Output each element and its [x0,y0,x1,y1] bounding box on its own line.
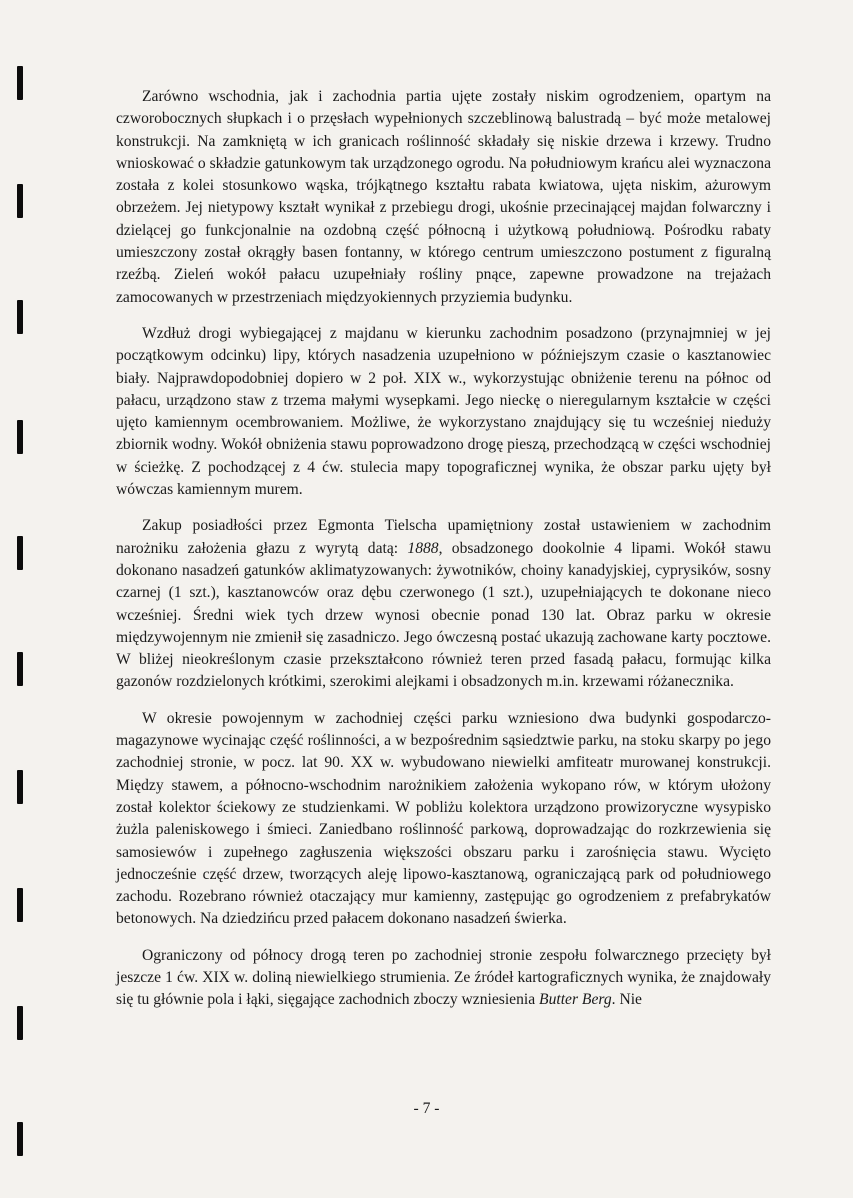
paragraph-text: Ograniczony od północy drogą teren po zachodniej stronie zespołu folwarcznego przecięty był jeszcze 1 ćw. XIX w. doliną niewielkiego strumienia. Ze źródeł kartograficznych wynika, że znajdowały się tu głównie pola i łąki, sięgające zachodnich zboczy wzniesienia [116,946,771,1009]
paragraph-text: Wzdłuż drogi wybiegającej z majdanu w kierunku zachodnim posadzono (przynajmniej w jej początkowym odcinku) lipy, których nasadzenia uzupełniono w późniejszym czasie o kasztanowiec biały. Najprawdopodobniej dopiero w 2 poł. XIX w., wykorzystując obniżenie terenu na północ od pałacu, urządzono staw z trzema małymi wysepkami. Jego nieckę o nieregularnym kształcie w części ujęto kamiennym ocembrowaniem. Możliwe, że wykorzystano znajdujący się tu wcześniej nieduży zbiornik wodny. Wokół obniżenia stawu poprowadzono drogę pieszą, przechodzącą w części wschodniej w ścieżkę. Z pochodzącej z 4 ćw. stulecia mapy topograficznej wynika, że obszar parku ujęty był wówczas kamiennym murem. [116,324,771,499]
paragraph-2 [116,323,771,501]
binding-mark [17,300,23,334]
binding-mark [17,888,23,922]
paragraph-text: Zarówno wschodnia, jak i zachodnia partia ujęte zostały niskim ogrodzeniem, opartym na czworobocznych słupkach i o przęsłach wypełnionych szczeblinową balustradą – być może metalowej konstrukcji. Na zamkniętą w ich granicach roślinność składały się niskie drzewa i krzewy. Trudno wnioskować o składzie gatunkowym tak urządzonego ogrodu. Na południowym krańcu alei wyznaczona została z kolei stosunkowo wąska, trójkątnego kształtu rabata kwiatowa, ujęta niskim, ażurowym obrzeżem. Jej nietypowy kształt wynikał z przebiegu drogi, ukośnie przecinającej majdan folwarczny i dzielącej go funkcjonalnie na ozdobną część północną i użytkową południową. Pośrodku rabaty umieszczony został okrągły basen fontanny, w którego centrum umieszczono postument z figuralną rzeźbą. Zieleń wokół pałacu uzupełniały rośliny pnące, zapewne prowadzone na trejażach zamocowanych w przestrzeniach międzyokiennych przyziemia budynku. [116,88,771,306]
page-number: - 7 - [413,1100,440,1117]
binding-mark [17,184,23,218]
document-body [116,86,771,1026]
place-name: Butter Berg [539,991,612,1009]
binding-mark [17,652,23,686]
binding-mark [17,1122,23,1156]
paragraph-text: W okresie powojennym w zachodniej części parku wzniesiono dwa budynki gospodarczo-magazynowe wycinając część roślinności, a w bezpośrednim sąsiedztwie parku, na stoku skarpy po jego zachodniej stronie, w pocz. lat 90. XX w. wybudowano niewielki amfiteatr murowanej konstrukcji. Między stawem, a północno-wschodnim narożnikiem założenia wykopano rów, w którym ułożony został kolektor ściekowy ze studzienkami. W pobliżu kolektora urządzono prowizoryczne wysypisko żużla paleniskowego i śmieci. Zaniedbano roślinność parkową, doprowadzając do rozkrzewienia się samosiewów i zupełnego zagłuszenia większości obszaru parku i zarośnięcia stawu. Wycięto jednocześnie część drzew, tworzących aleję lipowo-kasztanową, ograniczającą park od południowego zachodu. Rozebrano również otaczający mur kamienny, zastępując go ogrodzeniem z prefabrykatów betonowych. Na dziedzińcu przed pałacem dokonano nasadzeń świerka. [116,709,771,928]
binding-mark [17,536,23,570]
paragraph-3 [116,515,771,693]
paragraph-1 [116,86,771,309]
paragraph-text: Zakup posiadłości przez Egmonta Tielscha upamiętniony został ustawieniem w zachodnim narożniku założenia głazu z wyrytą datą: [116,517,771,557]
inscribed-date: 1888 [407,539,439,557]
paragraph-4 [116,708,771,931]
binding-mark [17,770,23,804]
binding-mark [17,66,23,100]
binding-mark [17,1006,23,1040]
paragraph-text: . Nie [611,991,642,1009]
binding-mark [17,420,23,454]
paragraph-5 [116,945,771,1012]
paragraph-text: , obsadzonego dookolnie 4 lipami. Wokół stawu dokonano nasadzeń gatunków aklimatyzowanych: żywotników, choiny kanadyjskiej, cyprysików, sosny czarnej (1 szt.), kasztanowców oraz dębu czerwonego (1 szt.), uzupełniających te dokonane nieco wcześniej. Średni wiek tych drzew wynosi obecnie ponad 130 lat. Obraz parku w okresie międzywojennym nie zmienił się zasadniczo. Jego ówczesną postać ukazują zachowane karty pocztowe. W bliżej nieokreślonym czasie przekształcono również teren przed fasadą pałacu, formując kilka gazonów rozdzielonych krótkimi, szerokimi alejkami i obsadzonych m.in. krzewami różanecznika. [116,539,771,691]
